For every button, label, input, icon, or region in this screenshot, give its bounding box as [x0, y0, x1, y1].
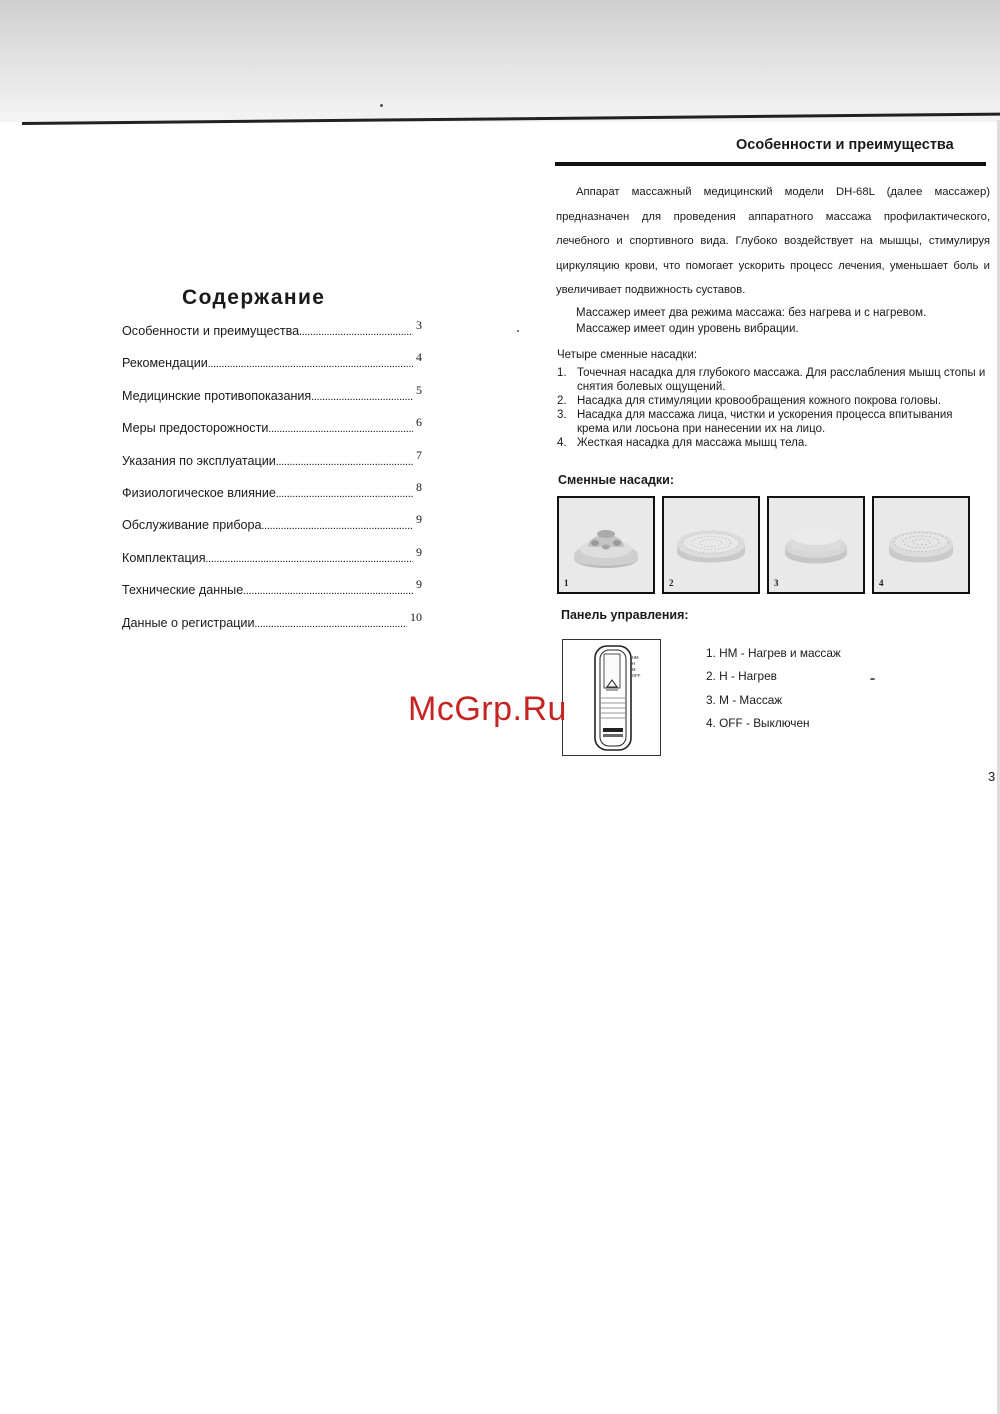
panel-switch-label: HM [632, 655, 639, 660]
toc-item[interactable]: Медицинские противопоказания ..... 5 [122, 389, 422, 421]
toc-page: 9 [416, 577, 422, 592]
pin-brush-icon [675, 522, 747, 568]
toc-page: 8 [416, 479, 422, 494]
tile-number: 1 [564, 578, 569, 588]
toc-item[interactable]: Рекомендации ..... 4 [122, 356, 422, 388]
toc-item[interactable]: Технические данные ..... 9 [122, 583, 422, 615]
attachment-tile-2 [662, 496, 760, 594]
attachment-tiles [557, 496, 981, 594]
panel-heading: Панель управления: [561, 608, 689, 622]
toc-item[interactable]: Физиологическое влияние ..... 8 [122, 486, 422, 518]
sponge-nozzle-icon [781, 521, 851, 569]
toc-title: Содержание [182, 286, 326, 309]
page-number: 3 [988, 769, 996, 784]
panel-switch-label: M [632, 667, 636, 672]
toc-page: 5 [416, 382, 422, 397]
section-title: Особенности и преимущества [736, 137, 954, 153]
scan-speck [870, 678, 875, 680]
scan-speck [380, 104, 383, 107]
panel-switch-label: H [632, 661, 636, 666]
toc-item[interactable]: Указания по эксплуатации ..... 7 [122, 454, 422, 486]
list-item: 1. HM - Нагрев и массаж [706, 646, 841, 660]
tile-number: 4 [879, 578, 884, 588]
modes-paragraph [576, 305, 996, 337]
toc-item[interactable]: Обслуживание прибора ..... 9 [122, 518, 422, 550]
attachment-tile-3 [767, 496, 865, 594]
toc-item[interactable]: Меры предосторожности ..... 6 [122, 421, 422, 453]
scan-speck [517, 330, 519, 332]
toc-page: 9 [416, 544, 422, 559]
list-item: 3. Насадка для массажа лица, чистки и ускорения процесса впитывания крема или лосьона при нанесении их на лицо. [557, 409, 953, 435]
attachments-list [557, 366, 987, 450]
toc-item[interactable]: Комплектация ..... 9 [122, 551, 422, 583]
toc-page: 7 [416, 447, 422, 462]
panel-legend [706, 642, 841, 736]
toc-page: 4 [416, 350, 422, 365]
hard-nozzle-icon [886, 522, 956, 568]
title-rule [555, 162, 986, 166]
list-item: 1. Точечная насадка для глубокого массажа. Для расслабления мышц стопы и снятия болевых ощущений. [557, 367, 986, 393]
intro-paragraph: Аппарат массажный медицинский модели DH-68L (далее массажер) предназначен для проведения аппаратного массажа профилактического, лечебного и спортивного вида. Глубоко воздействует на мышцы, стимулируя циркуляцию крови, что помогает ускорить процесс лечения, уменьшает боль и увеличивает подвижность суставов. [556, 186, 990, 296]
toc-page: 9 [416, 512, 422, 527]
toc-page: 10 [410, 609, 422, 624]
attachment-tile-4 [872, 496, 970, 594]
scan-shadow [0, 0, 1000, 122]
control-panel-illustration [563, 640, 660, 755]
tile-number: 3 [774, 578, 779, 588]
tile-number: 2 [669, 578, 674, 588]
panel-switch-label: OFF [632, 673, 641, 678]
modes-line: Массажер имеет один уровень вибрации. [576, 323, 799, 335]
modes-line: Массажер имеет два режима массажа: без нагрева и с нагревом. [576, 307, 927, 319]
toc-list [122, 318, 422, 648]
attachments-intro: Четыре сменные насадки: [557, 349, 698, 361]
list-item: 3. M - Массаж [706, 692, 783, 707]
toc-item[interactable]: Особенности и преимущества ..... 3 [122, 324, 422, 356]
watermark: McGrp.Ru [408, 690, 567, 728]
list-item: 2. Насадка для стимуляции кровообращения кожного покрова головы. [557, 395, 942, 407]
list-item: 2. H - Нагрев [706, 669, 777, 684]
toc-page: 3 [416, 318, 422, 332]
toc-page: 6 [416, 415, 422, 430]
list-item: 4. OFF - Выключен [706, 716, 810, 731]
toc-item[interactable]: Данные о регистрации ..... 10 [122, 616, 422, 648]
attachment-tile-1 [557, 496, 655, 594]
attachments-heading: Сменные насадки: [558, 473, 675, 487]
list-item: 4. Жесткая насадка для массажа мышц тела. [557, 437, 808, 449]
control-panel-diagram [562, 639, 661, 756]
point-nozzle-icon [571, 521, 641, 569]
